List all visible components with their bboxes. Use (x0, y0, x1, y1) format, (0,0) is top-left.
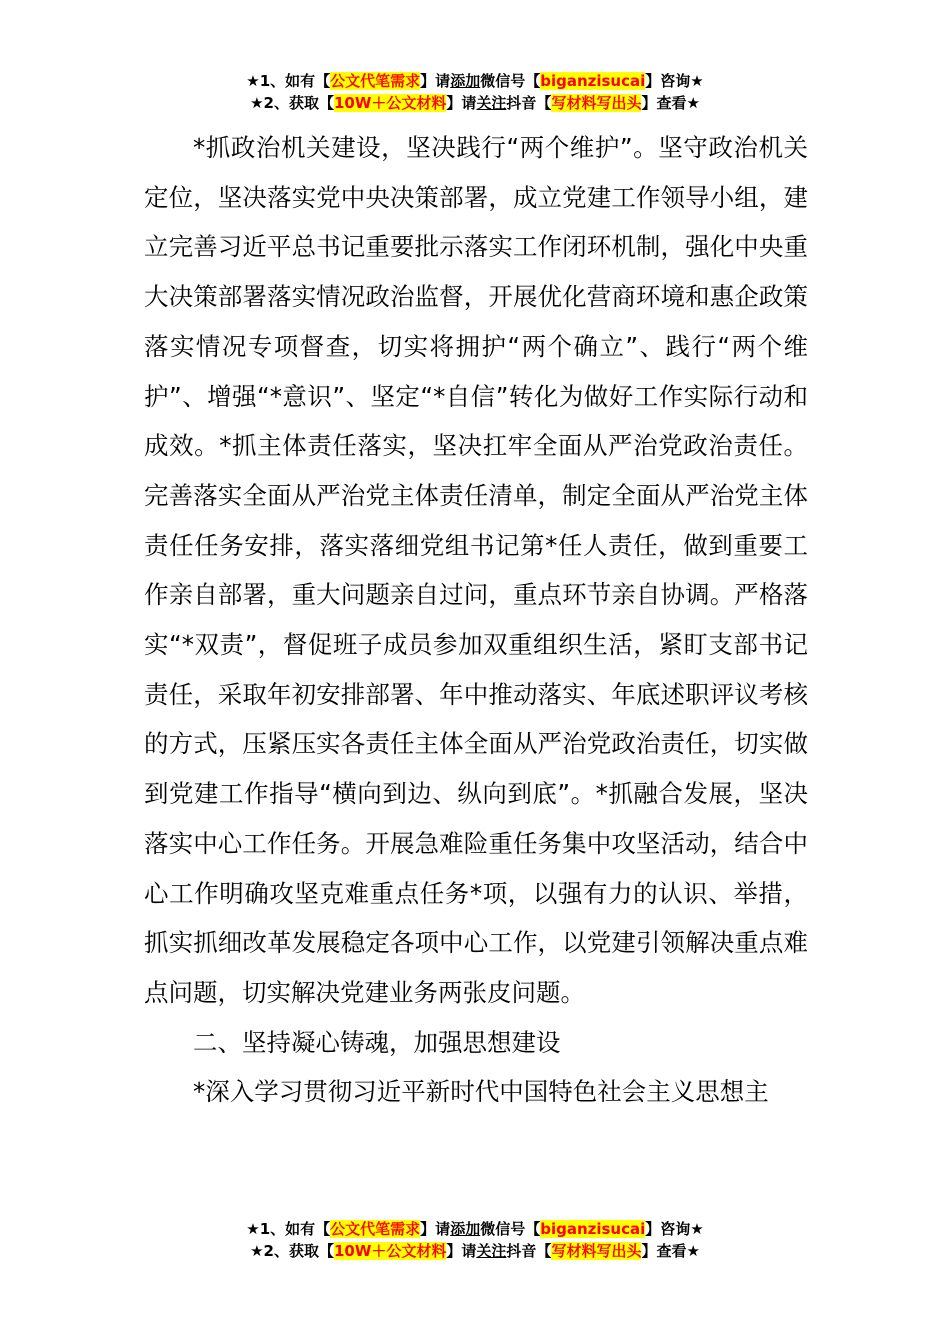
promo-line-1 (0, 70, 950, 92)
promo-text: ★1、如有【 (246, 72, 331, 90)
promo-highlight: 写材料写出头 (551, 1242, 642, 1260)
section-heading: 二、坚持凝心铸魂，加强思想建设 (193, 1027, 561, 1057)
promo-banner-top (0, 70, 950, 114)
promo-highlight: 公文代笔需求 (330, 1220, 421, 1238)
promo-text: 】咨询★ (645, 1220, 704, 1238)
promo-underline: 关注 (476, 94, 507, 112)
promo-highlight: biganzisucai (540, 1220, 646, 1238)
promo-line-2 (0, 1240, 950, 1262)
promo-text: 】请 (446, 94, 477, 112)
promo-underline: 添加 (450, 1220, 481, 1238)
promo-text: ★2、获取【 (250, 94, 334, 112)
promo-highlight: biganzisucai (540, 72, 646, 90)
promo-text: 】请 (420, 1220, 451, 1238)
promo-text: ★1、如有【 (246, 1220, 331, 1238)
promo-text: ★2、获取【 (250, 1242, 334, 1260)
promo-text: 微信号【 (480, 1220, 541, 1238)
promo-highlight: 10W＋公文材料 (333, 94, 447, 112)
promo-text: 抖音【 (506, 1242, 552, 1260)
promo-text: 】请 (446, 1242, 477, 1260)
promo-text: 抖音【 (506, 94, 552, 112)
promo-text: 】查看★ (641, 1242, 700, 1260)
promo-underline: 添加 (450, 72, 481, 90)
promo-highlight: 公文代笔需求 (330, 72, 421, 90)
promo-text: 】查看★ (641, 94, 700, 112)
promo-line-2 (0, 92, 950, 114)
body-paragraph: *深入学习贯彻习近平新时代中国特色社会主义思想主 (193, 1077, 769, 1107)
document-body (144, 123, 808, 1117)
promo-highlight: 10W＋公文材料 (333, 1242, 447, 1260)
promo-banner-bottom (0, 1218, 950, 1262)
promo-underline: 关注 (476, 1242, 507, 1260)
body-paragraph: *抓政治机关建设，坚决践行“两个维护”。坚守政治机关定位，坚决落实党中央决策部署，成立党建工作领导小组，建立完善习近平总书记重要批示落实工作闭环机制，强化中央重大决策部署落实情况政治监督，开展优化营商环境和惠企政策落实情况专项督查，切实将拥护“两个确立”、践行“两个维护”、增强“*意识”、坚定“*自信”转化为做好工作实际行动和成效。*抓主体责任落实，坚决扛牢全面从严治党政治责任。完善落实全面从严治党主体责任清单，制定全面从严治党主体责任任务安排，落实落细党组书记第*任人责任，做到重要工作亲自部署，重大问题亲自过问，重点环节亲自协调。严格落实“*双责”，督促班子成员参加双重组织生活，紧盯支部书记责任，采取年初安排部署、年中推动落实、年底述职评议考核的方式，压紧压实各责任主体全面从严治党政治责任，切实做到党建工作指导“横向到边、纵向到底”。*抓融合发展，坚决落实中心工作任务。开展急难险重任务集中攻坚活动，结合中心工作明确攻坚克难重点任务*项，以强有力的认识、举措，抓实抓细改革发展稳定各项中心工作，以党建引领解决重点难点问题，切实解决党建业务两张皮问题。 (144, 133, 808, 1007)
promo-highlight: 写材料写出头 (551, 94, 642, 112)
promo-line-1 (0, 1218, 950, 1240)
promo-text: 】请 (420, 72, 451, 90)
promo-text: 】咨询★ (645, 72, 704, 90)
promo-text: 微信号【 (480, 72, 541, 90)
